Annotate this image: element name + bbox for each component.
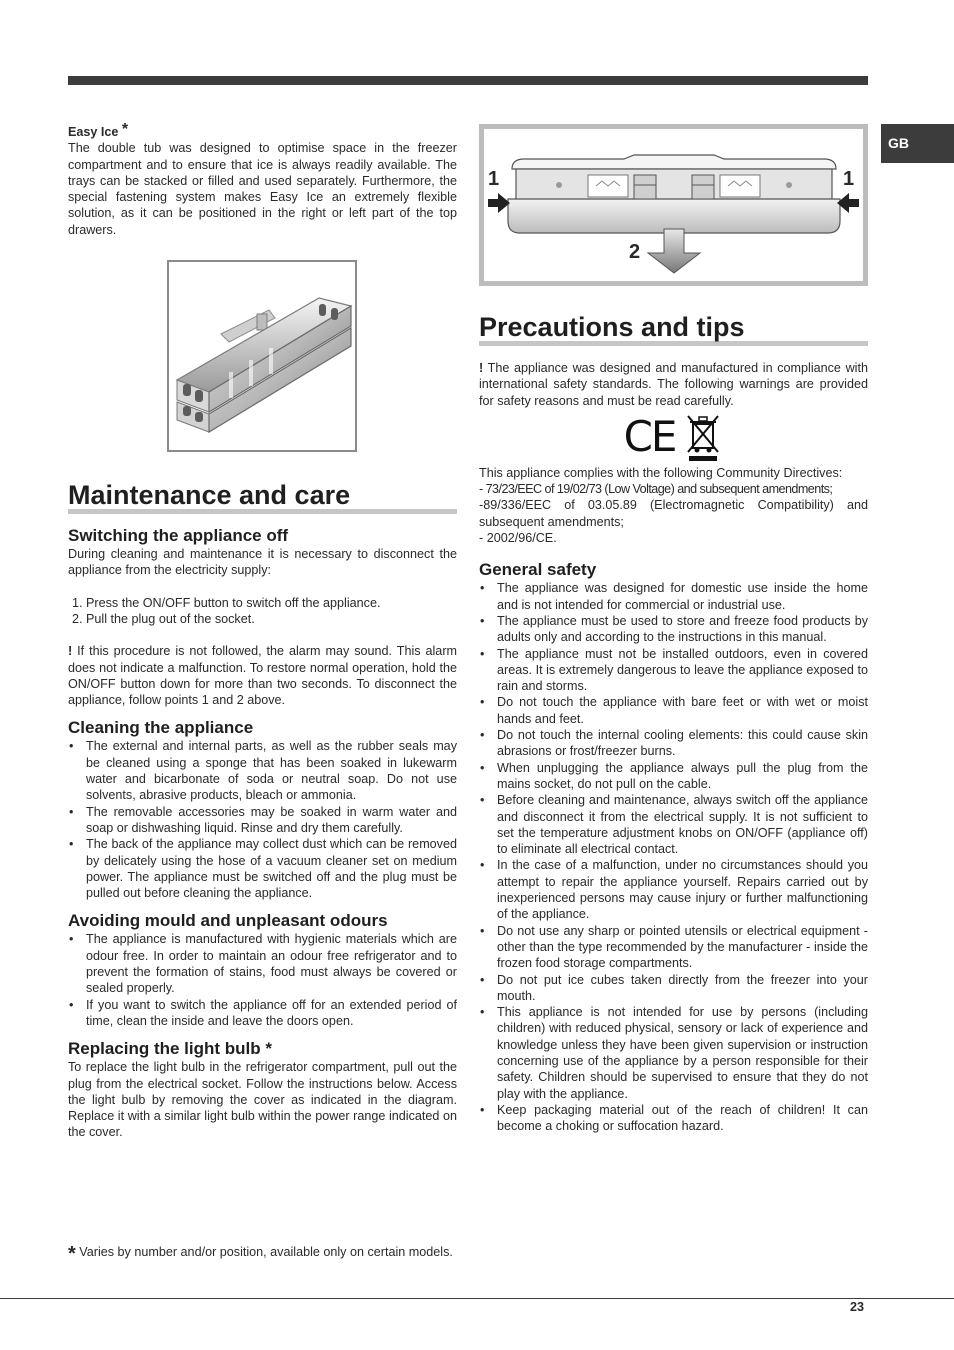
top-divider-bar bbox=[68, 76, 868, 85]
general-safety-title: General safety bbox=[479, 560, 597, 580]
certification-marks bbox=[479, 409, 868, 465]
list-item: 1. Press the ON/OFF button to switch off the appliance. bbox=[86, 595, 457, 611]
ice-tray-illustration bbox=[167, 260, 357, 452]
directive-weee: - 2002/96/CE. bbox=[479, 531, 557, 546]
ce-mark: CE bbox=[623, 411, 676, 461]
weee-bin-icon bbox=[683, 412, 723, 462]
list-item: • The external and internal parts, as well as the rubber seals may be cleaned using a sponge that has been soaked in lukewarm water and bicarbonate of soda or neutral soap. Do not use solvents, abrasive products, bleach or ammonia. bbox=[68, 738, 457, 803]
drawer-icon bbox=[484, 129, 863, 281]
light-bulb-text: To replace the light bulb in the refrigerator compartment, pull out the plug from the electrical socket. Follow the instructions below. Access the light bulb by removing the cover as indicated in the diagram. Replace it with a similar light bulb within the power range indicated on the cover. bbox=[68, 1060, 457, 1140]
warning-mark: ! bbox=[68, 644, 73, 659]
footnote: * Varies by number and/or position, available only on certain models. bbox=[68, 1243, 453, 1265]
list-item: • The removable accessories may be soaked in warm water and soap or dishwashing liquid. Rinse and dry them carefully. bbox=[68, 804, 457, 837]
list-item: • Do not touch the internal cooling elements: this could cause skin abrasions or frost/freezer burns. bbox=[479, 727, 868, 760]
list-item: • Do not use any sharp or pointed utensils or electrical equipment - other than the type recommended by the manufacturer - inside the frozen food storage compartments. bbox=[479, 923, 868, 972]
drawer-label-right: 1 bbox=[843, 168, 855, 190]
list-item: • The back of the appliance may collect dust which can be removed by delicately using the hose of a vacuum cleaner set on medium power. The appliance must be switched off and the plug must be pulled out before cleaning the appliance. bbox=[68, 836, 457, 901]
cleaning-list bbox=[68, 738, 457, 901]
list-item: • The appliance must not be installed outdoors, even in covered areas. It is extremely dangerous to leave the appliance exposed to rain and storms. bbox=[479, 646, 868, 695]
switching-off-title: Switching the appliance off bbox=[68, 526, 289, 546]
easy-ice-title: Easy Ice * bbox=[68, 121, 129, 139]
footnote-star-mark: * bbox=[68, 1243, 76, 1265]
switching-off-warning: ! If this procedure is not followed, the alarm may sound. This alarm does not indicate a malfunction. To restore normal operation, hold the ON/OFF button down for more than two seconds. To disconnect the appliance, follow points 1 and 2 above. bbox=[68, 644, 457, 708]
precautions-title: Precautions and tips bbox=[479, 312, 868, 344]
bottom-divider bbox=[0, 1298, 954, 1299]
switching-off-intro: During cleaning and maintenance it is necessary to disconnect the appliance from the electricity supply: bbox=[68, 547, 457, 578]
list-item: • Keep packaging material out of the reach of children! It can become a choking or suffocation hazard. bbox=[479, 1102, 868, 1135]
list-item: • In the case of a malfunction, under no circumstances should you attempt to repair the appliance yourself. Repairs carried out by inexperienced persons may cause injury or further malfunctioning of the appliance. bbox=[479, 857, 868, 922]
list-item: 2. Pull the plug out of the socket. bbox=[86, 611, 457, 627]
list-item: • Do not touch the appliance with bare feet or with wet or moist hands and feet. bbox=[479, 694, 868, 727]
right-column bbox=[479, 124, 868, 1134]
list-item: • Before cleaning and maintenance, always switch off the appliance and disconnect it from the electrical supply. It is not sufficient to set the temperature adjustment knobs on ON/OFF (appliance off) to eliminate all electrical contact. bbox=[479, 792, 868, 857]
list-item: • The appliance was designed for domestic use inside the home and is not intended for commercial or industrial use. bbox=[479, 580, 868, 613]
mould-list bbox=[68, 931, 457, 1029]
directive-emc: -89/336/EEC of 03.05.89 (Electromagnetic Compatibility) and subsequent amendments; bbox=[479, 498, 868, 529]
drawer-diagram bbox=[479, 124, 868, 286]
language-tab: GB bbox=[881, 124, 954, 163]
directive-low-voltage: - 73/23/EEC of 19/02/73 (Low Voltage) and subsequent amendments; bbox=[479, 482, 833, 497]
directives-intro: This appliance complies with the following Community Directives: bbox=[479, 465, 843, 480]
easy-ice-text: The double tub was designed to optimise space in the freezer compartment and to ensure that ice is always readily available. The trays can be stacked or filled and used separately. Furthermore, the special fastening system makes Easy Ice an extremely flexible solution, as it can be positioned in the right or left part of the top drawers. bbox=[68, 141, 457, 237]
precautions-intro: ! The appliance was designed and manufactured in compliance with international safety standards. The following warnings are provided for safety reasons and must be read carefully. bbox=[479, 361, 868, 408]
list-item: • The appliance must be used to store and freeze food products by adults only and according to the instructions in this manual. bbox=[479, 613, 868, 646]
page-number: 23 bbox=[850, 1300, 865, 1314]
list-item: • If you want to switch the appliance off for an extended period of time, clean the inside and leave the doors open. bbox=[68, 997, 457, 1030]
list-item: • The appliance is manufactured with hygienic materials which are odour free. In order to maintain an odour free refrigerator and to prevent the formation of stains, food must always be covered or sealed properly. bbox=[68, 931, 457, 996]
light-bulb-title: Replacing the light bulb * bbox=[68, 1039, 272, 1059]
list-item: • When unplugging the appliance always pull the plug from the mains socket, do not pull on the cable. bbox=[479, 760, 868, 793]
list-item: • Do not put ice cubes taken directly from the freezer into your mouth. bbox=[479, 972, 868, 1005]
left-column bbox=[68, 121, 457, 1141]
switching-off-steps bbox=[68, 595, 457, 628]
list-item: • This appliance is not intended for use by persons (including children) with reduced physical, sensory or lack of experience and knowledge unless they have been given supervision or instruction concerning use of the appliance by a person responsible for their safety. Children should be supervised to ensure that they do not play with the appliance. bbox=[479, 1004, 868, 1102]
warning-mark: ! bbox=[479, 361, 484, 375]
general-safety-list bbox=[479, 580, 868, 1134]
drawer-label-bottom: 2 bbox=[629, 241, 641, 263]
ice-tray-icon bbox=[169, 262, 355, 450]
cleaning-title: Cleaning the appliance bbox=[68, 718, 254, 738]
drawer-label-left: 1 bbox=[488, 168, 500, 190]
mould-title: Avoiding mould and unpleasant odours bbox=[68, 911, 388, 931]
footnote-star-mark: * bbox=[121, 121, 129, 138]
maintenance-title: Maintenance and care bbox=[68, 480, 457, 512]
